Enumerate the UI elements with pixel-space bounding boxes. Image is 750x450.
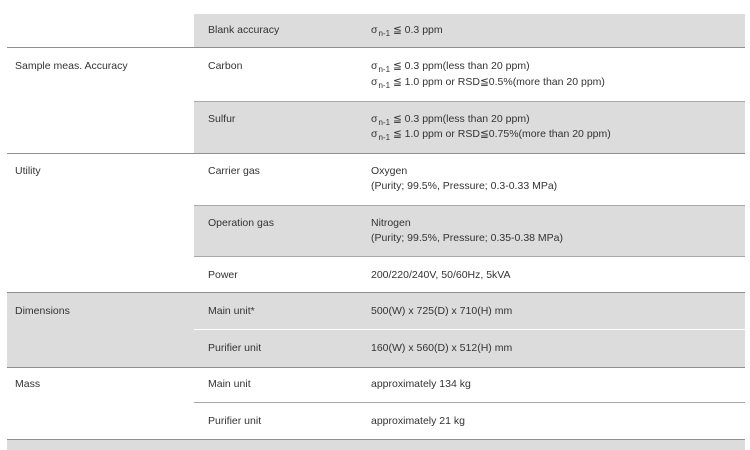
category-sample-accuracy: Sample meas. Accuracy xyxy=(15,60,128,72)
divider xyxy=(194,101,745,102)
divider xyxy=(194,402,745,403)
value-carrier-gas-2: (Purity; 99.5%, Pressure; 0.3-0.33 MPa) xyxy=(371,180,558,192)
value-power: 200/220/240V, 50/60Hz, 5kVA xyxy=(371,269,511,281)
value-sulfur-1: $\sigma_{n-1}$ ≦ 0.3 ppm(less than 20 ppm) xyxy=(371,113,530,127)
next-row-shade xyxy=(7,440,745,450)
item-main-unit-dimensions: Main unit* xyxy=(208,305,255,317)
value-purifier-unit-dimensions: 160(W) x 560(D) x 512(H) mm xyxy=(371,342,513,354)
divider xyxy=(194,205,745,206)
item-purifier-unit-mass: Purifier unit xyxy=(208,415,262,427)
value-main-unit-mass: approximately 134 kg xyxy=(371,378,471,390)
value-operation-gas-2: (Purity; 99.5%, Pressure; 0.35-0.38 MPa) xyxy=(371,232,563,244)
divider xyxy=(7,153,745,154)
item-purifier-unit-dimensions: Purifier unit xyxy=(208,342,262,354)
value-carrier-gas-1: Oxygen xyxy=(371,165,408,177)
value-carbon-1: $\sigma_{n-1}$ ≦ 0.3 ppm(less than 20 ppm) xyxy=(371,60,530,74)
value-sulfur-2: $\sigma_{n-1}$ ≦ 1.0 ppm or RSD≦0.75%(more than 20 ppm) xyxy=(371,128,611,142)
item-blank-accuracy: Blank accuracy xyxy=(208,24,280,36)
item-main-unit-mass: Main unit xyxy=(208,378,251,390)
category-mass: Mass xyxy=(15,378,41,390)
item-sulfur: Sulfur xyxy=(208,113,236,125)
value-blank-accuracy: $\sigma_{n-1}$ ≦ 0.3 ppm xyxy=(371,24,443,38)
value-purifier-unit-mass: approximately 21 kg xyxy=(371,415,465,427)
divider xyxy=(7,47,745,48)
item-carbon: Carbon xyxy=(208,60,243,72)
value-operation-gas-1: Nitrogen xyxy=(371,217,411,229)
divider xyxy=(194,329,745,330)
item-operation-gas: Operation gas xyxy=(208,217,274,229)
value-main-unit-dimensions: 500(W) x 725(D) x 710(H) mm xyxy=(371,305,513,317)
item-power: Power xyxy=(208,269,238,281)
item-carrier-gas: Carrier gas xyxy=(208,165,260,177)
category-utility: Utility xyxy=(15,165,41,177)
value-carbon-2: $\sigma_{n-1}$ ≦ 1.0 ppm or RSD≦0.5%(more than 20 ppm) xyxy=(371,76,605,90)
divider xyxy=(7,367,745,368)
category-dimensions: Dimensions xyxy=(15,305,70,317)
divider xyxy=(194,256,745,257)
